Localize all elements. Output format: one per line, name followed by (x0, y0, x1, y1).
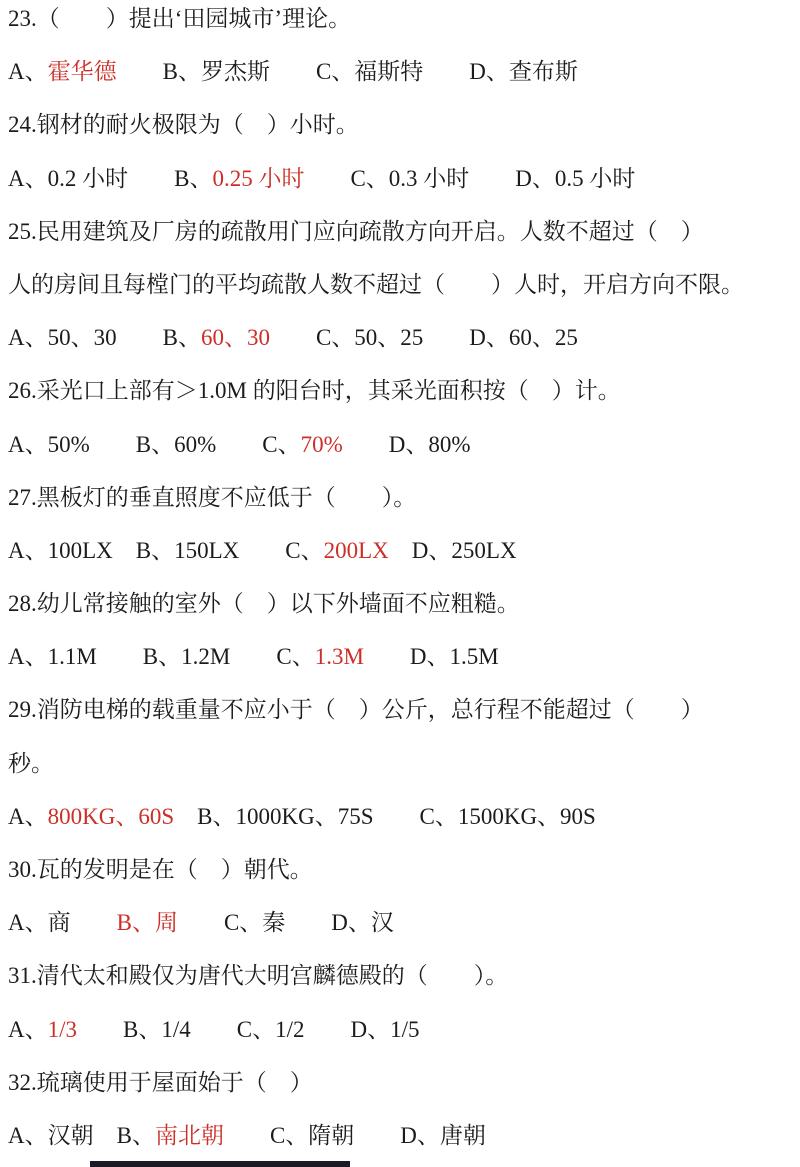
question-line (8, 471, 794, 524)
text-segment: A、50、30 B、 (8, 325, 201, 351)
text-segment: 32.琉璃使用于屋面始于（ ） (8, 1069, 313, 1095)
question-line (8, 737, 794, 790)
text-segment: A、1.1M B、1.2M C、 (8, 644, 315, 670)
options-line (8, 896, 794, 949)
text-segment: D、80% (342, 431, 471, 457)
options-line (8, 311, 794, 364)
text-segment: A、 (8, 59, 48, 85)
text-segment: 28.幼儿常接触的室外（ ）以下外墙面不应粗糙。 (8, 591, 520, 617)
text-segment: 27.黑板灯的垂直照度不应低于（ ）。 (8, 484, 417, 510)
text-segment: 23.（ ）提出‘田园城市’理论。 (8, 6, 352, 31)
options-line (8, 790, 794, 843)
text-segment: C、秦 D、汉 (177, 910, 394, 936)
text-segment: B、1000KG、75S C、1500KG、90S (174, 803, 596, 829)
text-segment: D、250LX (388, 537, 517, 563)
text-segment: 25.民用建筑及厂房的疏散用门应向疏散方向开启。人数不超过（ ） (8, 218, 704, 244)
text-segment: 秒。 (8, 750, 54, 776)
options-line (8, 45, 794, 98)
question-line (8, 98, 794, 151)
question-line (8, 577, 794, 630)
options-line (8, 1003, 794, 1056)
answer-highlight: 霍华德 (47, 59, 117, 85)
text-segment: A、商 (8, 910, 117, 936)
answer-highlight: 0.25 小时 (212, 165, 305, 191)
question-line (8, 205, 794, 258)
text-segment: A、 (8, 1016, 48, 1042)
text-segment: B、罗杰斯 C、福斯特 D、查布斯 (116, 59, 578, 85)
text-segment: D、1.5M (363, 644, 499, 670)
text-segment: 29.消防电梯的载重量不应小于（ ）公斤，总行程不能超过（ ） (8, 697, 704, 723)
answer-highlight: 70% (300, 431, 343, 457)
text-segment: 24.钢材的耐火极限为（ ）小时。 (8, 112, 359, 138)
question-line (8, 1056, 794, 1109)
answer-highlight: 1/3 (47, 1016, 78, 1042)
answer-highlight: 800KG、60S (47, 803, 175, 829)
options-line (8, 418, 794, 471)
options-line (8, 524, 794, 577)
text-segment: B、1/4 C、1/2 D、1/5 (77, 1016, 420, 1042)
text-segment: 26.采光口上部有＞1.0M 的阳台时，其采光面积按（ ）计。 (8, 378, 621, 404)
text-segment: 人的房间且每樘门的平均疏散人数不超过（ ）人时，开启方向不限。 (8, 271, 744, 297)
answer-highlight: 1.3M (314, 644, 364, 670)
question-line (8, 0, 794, 45)
question-line (8, 683, 794, 736)
answer-highlight: B、周 (116, 910, 178, 936)
question-line (8, 843, 794, 896)
answer-highlight: 南北朝 (154, 1122, 224, 1148)
question-line (8, 949, 794, 1002)
text-segment: C、50、25 D、60、25 (269, 325, 578, 351)
bottom-dark-bar (90, 1161, 350, 1167)
question-line (8, 258, 794, 311)
text-segment: A、汉朝 B、 (8, 1122, 155, 1148)
text-segment: A、 (8, 803, 48, 829)
text-segment: A、0.2 小时 B、 (8, 165, 213, 191)
answer-highlight: 60、30 (200, 325, 270, 351)
text-segment: 31.清代太和殿仅为唐代大明宫麟德殿的（ ）。 (8, 963, 509, 989)
options-line (8, 152, 794, 205)
question-line (8, 364, 794, 417)
text-segment: C、隋朝 D、唐朝 (223, 1122, 486, 1148)
options-line (8, 1109, 794, 1162)
text-segment: C、0.3 小时 D、0.5 小时 (304, 165, 636, 191)
text-segment: A、50% B、60% C、 (8, 431, 301, 457)
text-segment: 30.瓦的发明是在（ ）朝代。 (8, 857, 313, 882)
text-segment: A、100LX B、150LX C、 (8, 537, 324, 563)
answer-highlight: 200LX (323, 537, 389, 563)
options-line (8, 630, 794, 683)
